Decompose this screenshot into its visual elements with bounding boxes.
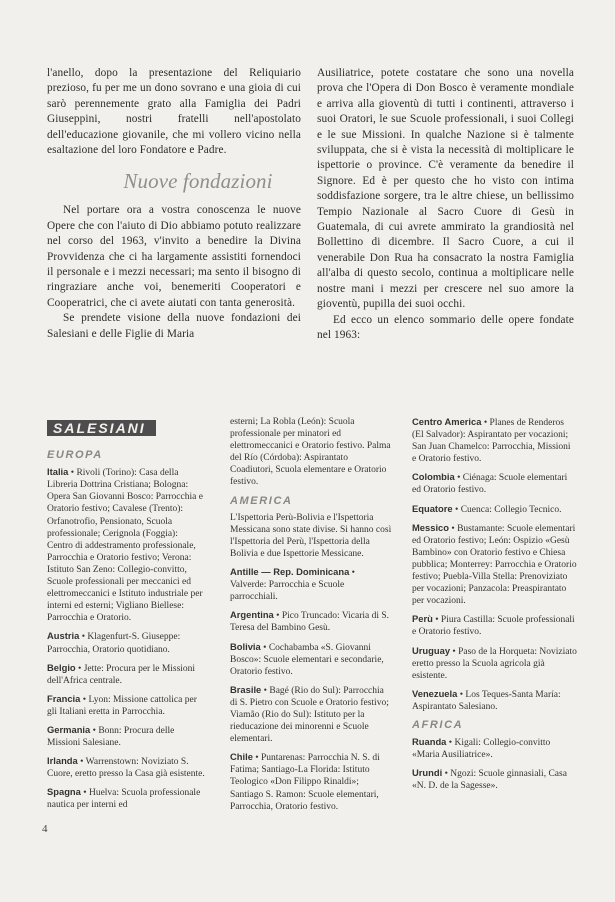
- foundation-text: Bustamante: Scuole elementari ed Oratorio festivo; León: Ospizio «Gesù Bambino» con Oratorio festivo e Chiesa pubblica; Monterrey: Parrocchia e Oratorio festivo; Puebla-Villa Stella: Prenoviziato per vocazioni; Panzacola: Preaspirantato per vocazioni.: [412, 523, 577, 607]
- foundation-text: Huelva: Scuola professionale nautica per interni ed: [47, 788, 201, 811]
- bullet-separator: •: [261, 685, 270, 696]
- country-list-america: [230, 566, 393, 813]
- foundation-text: Ciénaga: Scuole elementari ed Oratorio festivo.: [412, 473, 568, 496]
- bullet-separator: •: [80, 788, 89, 799]
- bullet-separator: •: [442, 769, 451, 780]
- list-item: [412, 736, 577, 761]
- list-column-2: [230, 416, 393, 819]
- country-name: Perù: [412, 613, 433, 625]
- foundation-text: Puntarenas: Parrocchia N. S. di Fatima; Santiago-La Florida: Istituto Teologico «Don Filippo Rinaldi»; Santiago S. Ramon: Scuole elementari, Parrocchia, Oratorio festivo.: [230, 753, 380, 812]
- list-item: [230, 641, 393, 678]
- bullet-separator: •: [457, 689, 466, 700]
- bullet-separator: •: [80, 694, 89, 705]
- bullet-separator: •: [454, 473, 463, 484]
- article-column-right: [317, 66, 574, 343]
- foundation-text: Jette: Procura per le Missioni dell'Africa centrale.: [47, 663, 196, 686]
- list-item: [412, 416, 577, 465]
- country-name: Chile: [230, 751, 253, 763]
- list-item: [230, 566, 393, 603]
- country-name: Ruanda: [412, 736, 447, 748]
- country-name: Germania: [47, 723, 91, 735]
- list-item: [412, 613, 577, 638]
- section-heading: Nuove fondazioni: [123, 169, 273, 194]
- country-name: Francia: [47, 692, 81, 704]
- paragraph: l'anello, dopo la presentazione del Reliquiario prezioso, fu per me un dono sovrano e una gioia di cui sarò perennemente grato alla Famiglia dei Padri Giuseppini, nostri fratelli nell'apostolato dell'educazione giovanile, che mi vollero vicino nella esaltazione del loro Fondatore e Padre.: [47, 67, 301, 157]
- list-item: [47, 630, 205, 655]
- region-heading-europa: EUROPA: [47, 449, 103, 462]
- bullet-separator: •: [273, 611, 282, 622]
- list-item: [412, 688, 577, 713]
- foundation-text: Kigali: Collegio-convitto «Maria Ausiliatrice».: [412, 738, 551, 761]
- foundation-text: Cuenca: Collegio Tecnico.: [460, 504, 562, 515]
- country-name: Venezuela: [412, 687, 458, 699]
- list-item: [412, 645, 577, 682]
- bullet-separator: •: [68, 468, 77, 479]
- foundation-text: Valverde: Parrocchia e Scuole parrocchiali.: [230, 580, 345, 603]
- foundation-text: Klagenfurt-S. Giuseppe: Parrocchia, Oratorio quotidiano.: [47, 632, 181, 655]
- list-item: [230, 609, 393, 634]
- country-name: Uruguay: [412, 644, 451, 656]
- foundation-text: Bonn: Procura delle Missioni Salesiane.: [47, 725, 175, 749]
- bullet-separator: •: [75, 663, 84, 674]
- foundation-text: Paso de la Horqueta: Noviziato eretto presso la Scuola agricola già esistente.: [412, 646, 577, 681]
- list-item: [47, 724, 205, 749]
- list-column-3: [412, 416, 577, 798]
- list-item: [47, 786, 205, 811]
- list-item: [412, 522, 577, 608]
- foundation-text: Lyon: Missione cattolica per gli Italiani eretta in Parrocchia.: [47, 694, 197, 717]
- country-name: Centro America: [412, 416, 482, 427]
- list-continuation: esterni; La Robla (León): Scuola professionale per minatori ed elettromeccanici e Oratorio festivo. Palma del Río (Córdoba): Aspirantato Coadiutori, Scuola elementare e Oratorio festivo.: [230, 417, 391, 488]
- salesiani-banner: SALESIANI: [47, 420, 156, 436]
- list-item: [230, 684, 393, 745]
- foundation-text: Ngozi: Scuole ginnasiali, Casa «N. D. de la Sagesse».: [412, 769, 567, 792]
- country-name: Austria: [47, 630, 80, 642]
- bullet-separator: •: [452, 504, 461, 515]
- country-list-europa: [47, 466, 205, 811]
- foundation-text: Planes de Renderos (El Salvador): Aspirantato per vocazioni; San Juan Chamelco: Parrocchia, Missioni e Oratorio festivo.: [412, 418, 571, 465]
- country-name: Equatore: [412, 502, 453, 514]
- list-item: [412, 767, 577, 792]
- country-name: Brasile: [230, 683, 262, 695]
- foundation-text: Bagé (Rio do Sul): Parrocchia di S. Pietro con Scuole e Oratorio festivo; Viamão (Rio do Sul): Istituto per la rieducazione dei minorenni e Scuole elementari.: [230, 685, 389, 745]
- bullet-separator: •: [79, 632, 88, 643]
- bullet-separator: •: [449, 523, 458, 534]
- country-list-africa: [412, 736, 577, 792]
- list-item: [412, 503, 577, 516]
- country-name: Belgio: [47, 661, 76, 673]
- country-name: Colombia: [412, 471, 455, 483]
- article-column-left: [47, 66, 301, 342]
- bullet-separator: •: [349, 568, 355, 579]
- country-name: Argentina: [230, 609, 274, 621]
- bullet-separator: •: [77, 757, 86, 768]
- paragraph: Se prendete visione della nuove fondazioni dei Salesiani e delle Figlie di Maria: [47, 312, 301, 340]
- list-item: [47, 755, 205, 780]
- bullet-separator: •: [446, 738, 455, 749]
- page-number: 4: [42, 823, 48, 835]
- country-name: Urundi: [412, 767, 443, 779]
- foundation-text: Los Teques-Santa María: Aspirantato Salesiano.: [412, 689, 561, 712]
- foundation-text: Warrenstown: Noviziato S. Cuore, eretto presso la Casa già esistente.: [47, 757, 205, 780]
- bullet-separator: •: [90, 725, 99, 736]
- bullet-separator: •: [252, 753, 261, 764]
- list-item: [47, 693, 205, 718]
- country-name: Italia: [47, 466, 69, 478]
- ispettoria-note: L'Ispettoria Perù-Bolivia e l'Ispettoria Messicana sono state divise. Si hanno così l'Ispettoria del Perù, l'Ispettoria della Bolivia e due Ispettorie Messicane.: [230, 512, 392, 559]
- region-heading-africa: AFRICA: [412, 718, 464, 731]
- list-item: [47, 466, 205, 624]
- country-name: Bolivia: [230, 640, 261, 652]
- list-column-1: [47, 420, 205, 818]
- country-list-america-cont: [412, 416, 577, 713]
- paragraph: Nel portare ora a vostra conoscenza le nuove Opere che con l'aiuto di Dio abbiamo potuto realizzare nel corso del 1963, v'invito a benedire la Divina Provvidenza che ci ha largamente assistiti fornendoci il personale e i mezzi necessari; ma sento il bisogno di ringraziare anche voi, benemeriti Cooperatori e Cooperatrici, che ci avete aiutati con tanta generosità.: [47, 204, 301, 309]
- foundation-text: Rivoli (Torino): Casa della Libreria Dottrina Cristiana; Bologna: Opera San Giovanni Bosco: Parrocchia e Oratorio festivo; Cavalese (Trento): Orfanotrofio, Pensionato, Scuola professionale; Cerignola (Foggia): Centro di addestramento professionale, Parrocchia e Oratorio festivo; Verona: Istituto San Zeno: Collegio-convitto, Scuole professionali per meccanici ed elettromeccanici e Istituto industriale per interni ed esterni; Vigliano Biellese: Parrocchia e Oratorio.: [47, 468, 203, 624]
- bullet-separator: •: [481, 418, 490, 428]
- foundation-text: Pico Truncado: Vicaria di S. Teresa del Bambino Gesù.: [230, 611, 390, 634]
- country-name: Irlanda: [47, 755, 78, 767]
- paragraph: Ed ecco un elenco sommario delle opere fondate nel 1963:: [317, 313, 574, 341]
- list-item: [412, 471, 577, 496]
- foundation-text: Cochabamba «S. Giovanni Bosco»: Scuole elementari e secondarie, Oratorio festivo.: [230, 642, 384, 677]
- country-name: Antille — Rep. Dominicana: [230, 566, 350, 578]
- bullet-separator: •: [450, 646, 459, 657]
- country-name: Spagna: [47, 786, 81, 798]
- list-item: [47, 662, 205, 687]
- paragraph: Ausiliatrice, potete costatare che sono una novella prova che l'Opera di Don Bosco è veramente mondiale e arriva alla gioventù di tutti i continenti, attraverso i suoi Oratori, le sue Scuole professionali, i suoi Collegi e le sue Missioni. In qualche Nazione si è talmente sviluppata, che si è vista la necessità di moltiplicare le ispettorie o province. C'è veramente da benedire il Signore. Ed è per questo che ho visto con intima soddisfazione sorgere, tra le altre chiese, un bellissimo Tempio Nazionale al Sacro Cuore di Gesù in Guatemala, di cui avrete ammirato la grandiosità nel Bollettino di dicembre. Il Sacro Cuore, a cui il venerabile Don Rua ha consacrato la nostra Famiglia all'alba di questo secolo, continua a moltiplicare nelle nostre mani i mezzi per crescere nel suo amore la gioventù, pupilla dei suoi occhi.: [317, 67, 574, 311]
- foundation-text: Piura Castilla: Scuole professionali e Oratorio festivo.: [412, 615, 575, 638]
- list-item: [230, 751, 393, 812]
- country-name: Messico: [412, 521, 449, 533]
- bullet-separator: •: [432, 615, 441, 626]
- region-heading-america: AMERICA: [230, 494, 293, 507]
- bullet-separator: •: [260, 642, 269, 653]
